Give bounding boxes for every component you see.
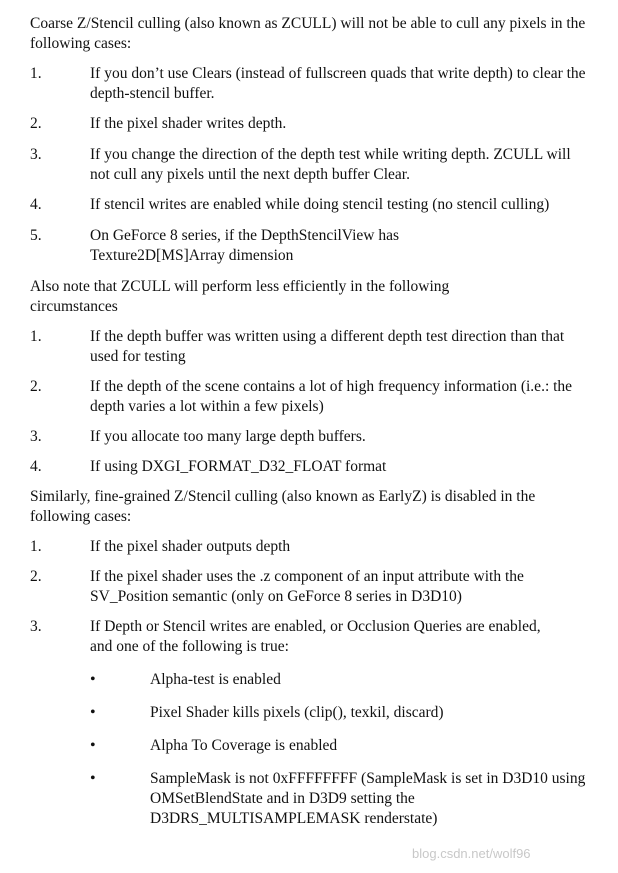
list-number: 5. xyxy=(30,227,42,244)
bullet-icon: • xyxy=(90,671,96,688)
bullet-text: SampleMask is not 0xFFFFFFFF (SampleMask is set in D3D10 using OMSetBlendState and in D3D9 setting the D3DRS_MULTISAMPLEMASK renderstate) xyxy=(150,770,586,827)
bullet-item xyxy=(30,703,600,723)
list-item-text: On GeForce 8 series, if the DepthStencilView has Texture2D[MS]Array dimension xyxy=(90,227,399,264)
list-number: 1. xyxy=(30,328,42,345)
list-number: 2. xyxy=(30,115,42,132)
earlyz-cases-list xyxy=(30,537,600,657)
list-item-text: If using DXGI_FORMAT_D32_FLOAT format xyxy=(90,458,387,475)
list-item-text: If stencil writes are enabled while doing stencil testing (no stencil culling) xyxy=(90,196,550,213)
list-number: 1. xyxy=(30,65,42,82)
list-item xyxy=(30,567,600,607)
bullet-item xyxy=(30,736,600,756)
list-item-text: If the pixel shader outputs depth xyxy=(90,538,291,555)
bullet-icon: • xyxy=(90,737,96,754)
list-item-text: If the depth of the scene contains a lot of high frequency information (i.e.: the depth varies a lot within a few pixels) xyxy=(90,378,573,415)
list-item xyxy=(30,114,600,134)
bullet-icon: • xyxy=(90,704,96,721)
bullet-text: Alpha-test is enabled xyxy=(150,671,281,688)
list-number: 1. xyxy=(30,538,42,555)
bullet-item xyxy=(30,670,600,690)
list-number: 3. xyxy=(30,146,42,163)
earlyz-paragraph: Similarly, fine-grained Z/Stencil culling (also known as EarlyZ) is disabled in the following cases: xyxy=(30,488,536,525)
list-number: 3. xyxy=(30,618,42,635)
earlyz-conditions-list xyxy=(30,670,600,829)
list-item-text: If the pixel shader writes depth. xyxy=(90,115,287,132)
list-number: 3. xyxy=(30,428,42,445)
list-number: 4. xyxy=(30,196,42,213)
bullet-text: Pixel Shader kills pixels (clip(), texkil, discard) xyxy=(150,704,444,721)
bullet-icon: • xyxy=(90,770,96,787)
list-item xyxy=(30,64,600,104)
list-item xyxy=(30,195,560,215)
watermark: blog.csdn.net/wolf96 xyxy=(412,846,531,861)
zcull-cases-list xyxy=(30,64,600,266)
list-item-text: If the depth buffer was written using a different depth test direction than that used for testing xyxy=(90,328,565,365)
list-item-text: If you allocate too many large depth buffers. xyxy=(90,428,366,445)
list-item xyxy=(30,427,600,447)
bullet-item xyxy=(30,769,590,829)
list-item xyxy=(30,226,480,266)
list-item xyxy=(30,377,600,417)
list-item-text: If you change the direction of the depth test while writing depth. ZCULL will not cull any pixels until the next depth buffer Clear. xyxy=(90,146,571,183)
zcull-efficiency-list xyxy=(30,327,600,477)
list-item-text: If you don’t use Clears (instead of fullscreen quads that write depth) to clear the depth-stencil buffer. xyxy=(90,65,586,102)
zcull-efficiency-paragraph: Also note that ZCULL will perform less efficiently in the following circumstances xyxy=(30,278,450,315)
list-number: 2. xyxy=(30,378,42,395)
document-body xyxy=(30,14,600,829)
list-item xyxy=(30,617,560,657)
list-number: 4. xyxy=(30,458,42,475)
list-item xyxy=(30,457,600,477)
list-number: 2. xyxy=(30,568,42,585)
list-item-text: If the pixel shader uses the .z component of an input attribute with the SV_Position semantic (only on GeForce 8 series in D3D10) xyxy=(90,568,524,605)
list-item xyxy=(30,327,590,367)
list-item xyxy=(30,145,580,185)
list-item xyxy=(30,537,600,557)
intro-paragraph-zcull: Coarse Z/Stencil culling (also known as ZCULL) will not be able to cull any pixels in the following cases: xyxy=(30,15,586,52)
list-item-text: If Depth or Stencil writes are enabled, or Occlusion Queries are enabled, and one of the following is true: xyxy=(90,618,541,655)
bullet-text: Alpha To Coverage is enabled xyxy=(150,737,338,754)
